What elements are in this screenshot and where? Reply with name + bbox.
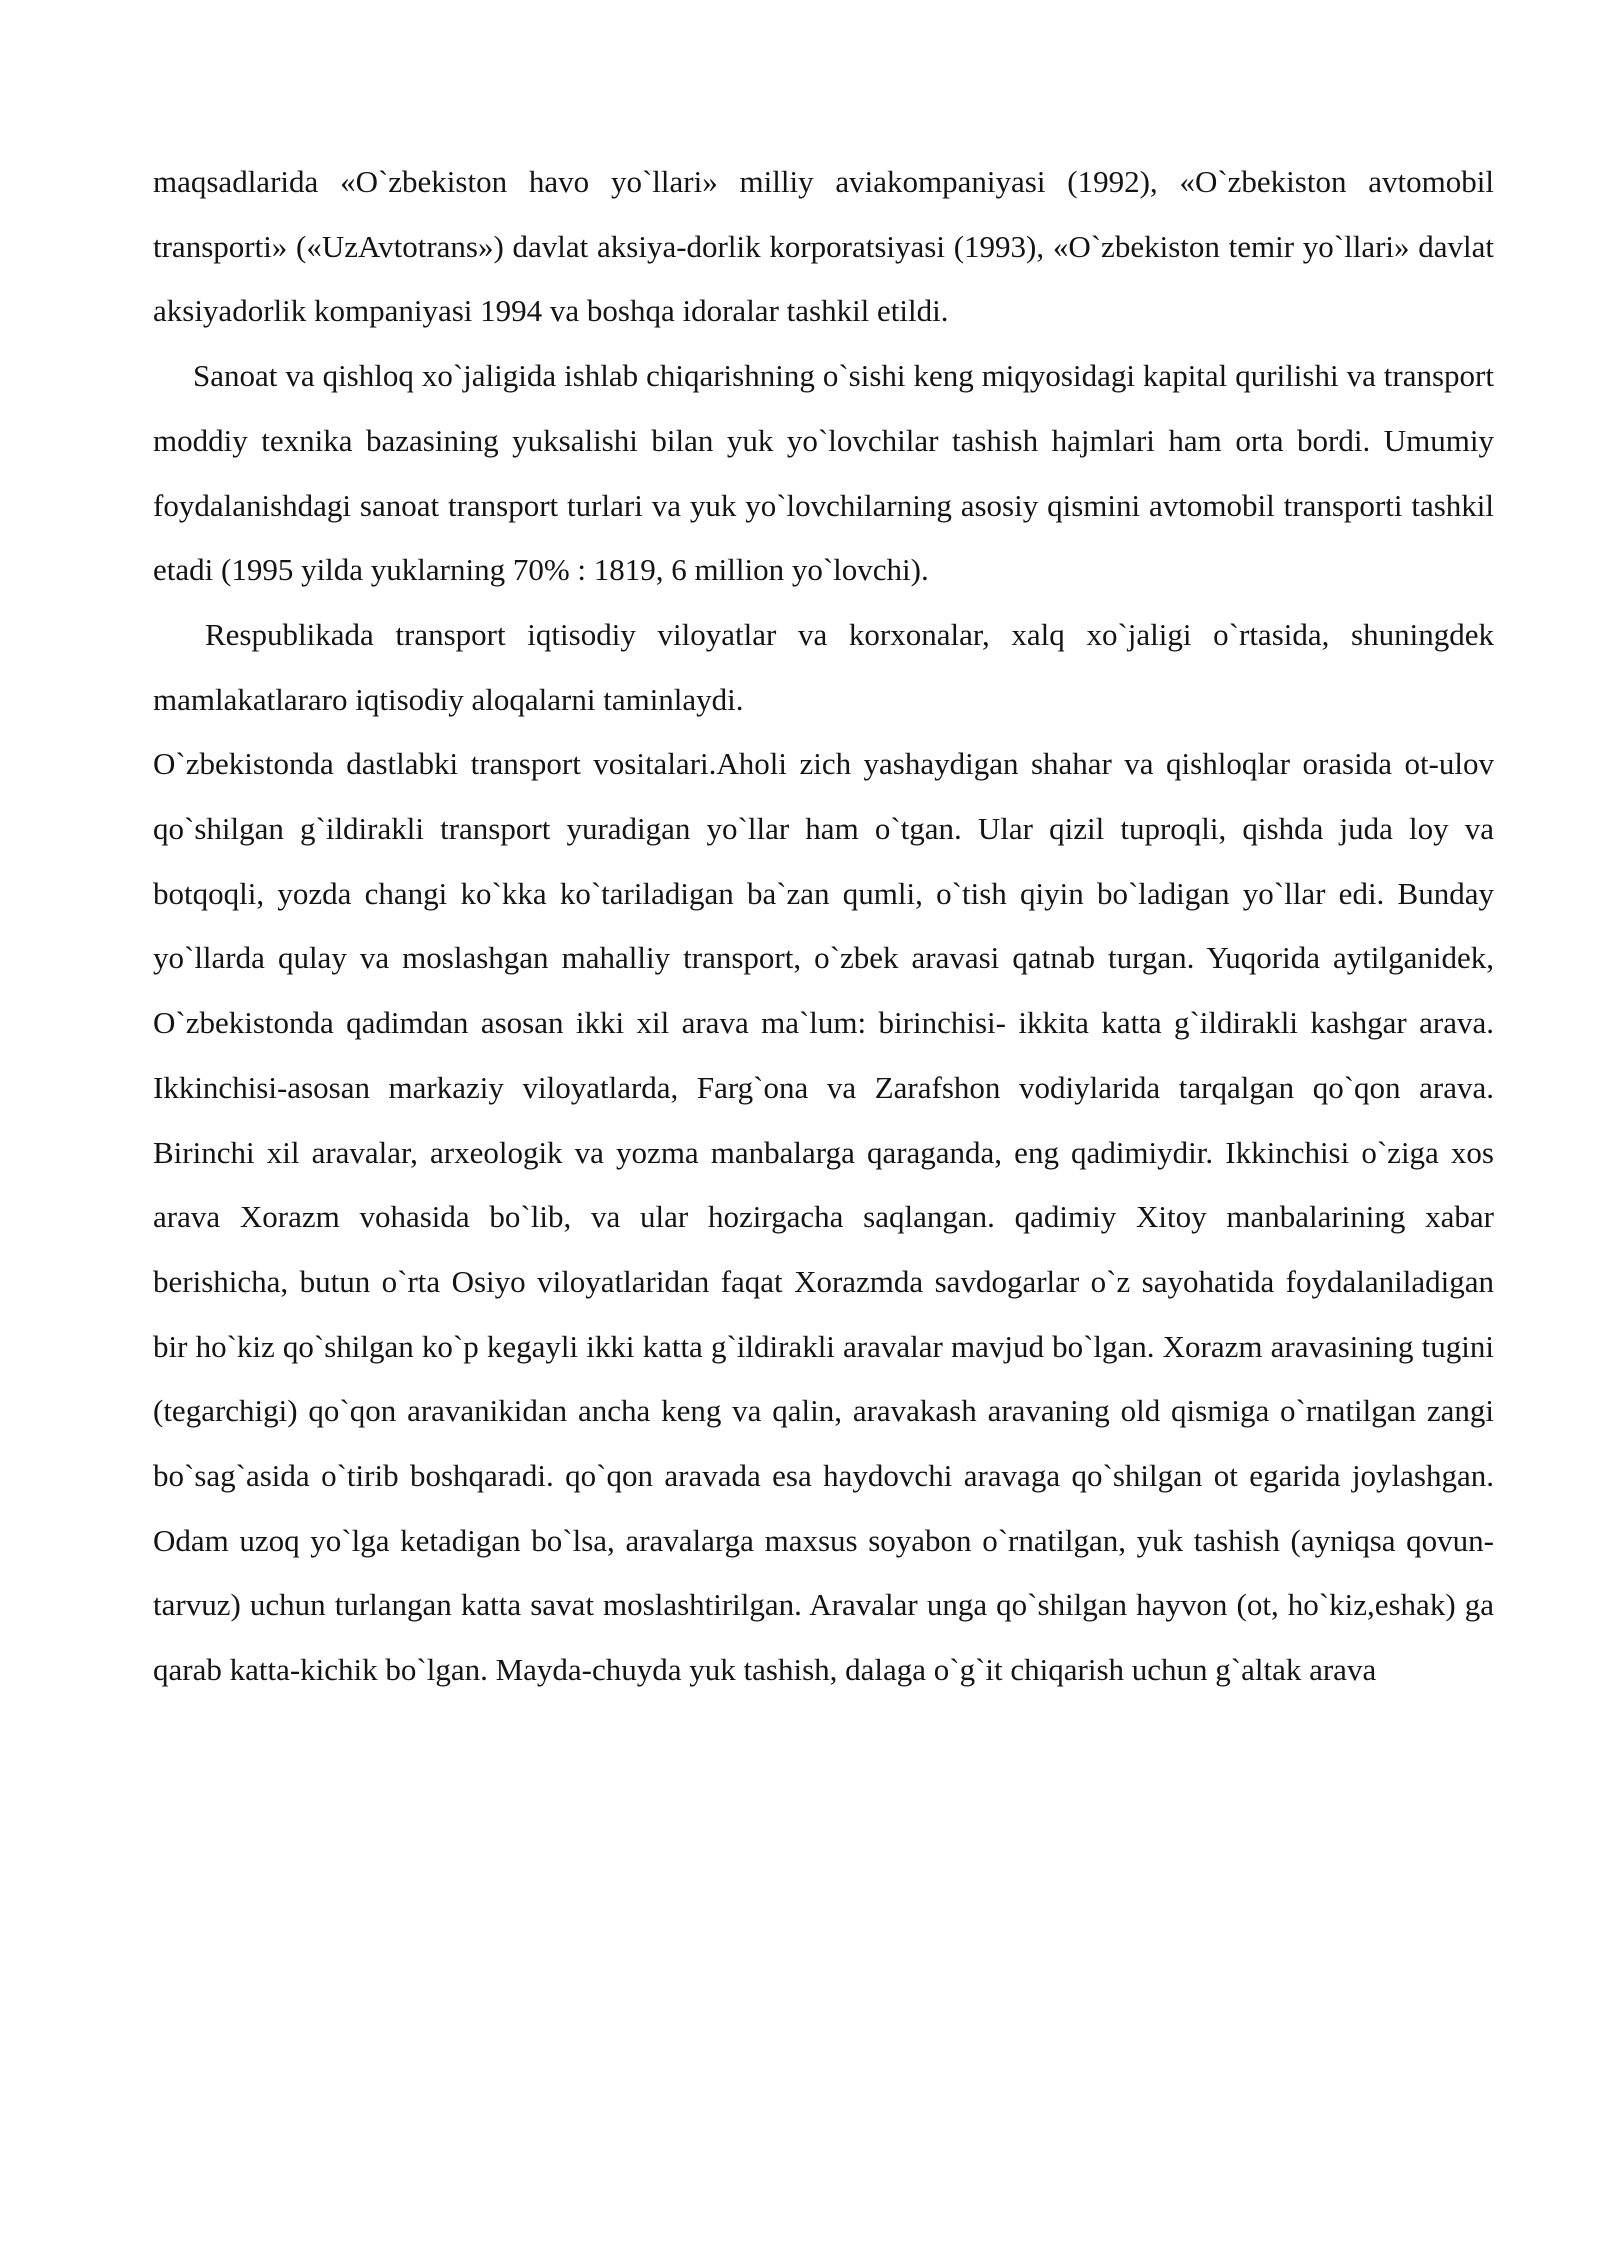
- paragraph-2: Sanoat va qishloq xo`jaligida ishlab chiqarishning o`sishi keng miqyosidagi kapital qurilishi va transport moddiy texnika bazasining yuksalishi bilan yuk yo`lovchilar tashish hajmlari ham orta bordi. Umumiy foydalanishdagi sanoat transport turlari va yuk yo`lovchilarning asosiy qismini avtomobil transporti tashkil etadi (1995 yilda yuklarning 70% : 1819, 6 million yo`lovchi).: [153, 358, 1494, 588]
- document-body: [153, 150, 1494, 1703]
- paragraph-4: O`zbekistonda dastlabki transport vositalari.Aholi zich yashaydigan shahar va qishloqlar orasida ot-ulov qo`shilgan g`ildirakli transport yuradigan yo`llar ham o`tgan. Ular qizil tuproqli, qishda juda loy va botqoqli, yozda changi ko`kka ko`tariladigan ba`zan qumli, o`tish qiyin bo`ladigan yo`llar edi. Bunday yo`llarda qulay va moslashgan mahalliy transport, o`zbek aravasi qatnab turgan. Yuqorida aytilganidek, O`zbekistonda qadimdan asosan ikki xil arava ma`lum: birinchisi- ikkita katta g`ildirakli kashgar arava. Ikkinchisi-asosan markaziy viloyatlarda, Farg`ona va Zarafshon vodiylarida tarqalgan qo`qon arava. Birinchi xil aravalar, arxeologik va yozma manbalarga qaraganda, eng qadimiydir. Ikkinchisi o`ziga xos arava Xorazm vohasida bo`lib, va ular hozirgacha saqlangan. qadimiy Xitoy manbalarining xabar berishicha, butun o`rta Osiyo viloyatlaridan faqat Xorazmda savdogarlar o`z sayohatida foydalaniladigan bir ho`kiz qo`shilgan ko`p kegayli ikki katta g`ildirakli aravalar mavjud bo`lgan. Xorazm aravasining tugini (tegarchigi) qo`qon aravanikidan ancha keng va qalin, aravakash aravaning old qismiga o`rnatilgan zangi bo`sag`asida o`tirib boshqaradi. qo`qon aravada esa haydovchi aravaga qo`shilgan ot egarida joylashgan. Odam uzoq yo`lga ketadigan bo`lsa, aravalarga maxsus soyabon o`rnatilgan, yuk tashish (ayniqsa qovun-tarvuz) uchun turlangan katta savat moslashtirilgan. Aravalar unga qo`shilgan hayvon (ot, ho`kiz,eshak) ga qarab katta-kichik bo`lgan. Mayda-chuyda yuk tashish, dalaga o`g`it chiqarish uchun g`altak arava: [153, 746, 1494, 1688]
- paragraph-3: Respublikada transport iqtisodiy viloyatlar va korxonalar, xalq xo`jaligi o`rtasida, shuningdek mamlakatlararo iqtisodiy aloqalarni taminlaydi.: [153, 616, 1494, 717]
- paragraph-1: maqsadlarida «O`zbekiston havo yo`llari» milliy aviakompaniyasi (1992), «O`zbekiston avtomobil transporti» («UzAvtotrans») davlat aksiya-dorlik korporatsiyasi (1993), «O`zbekiston temir yo`llari» davlat aksiyadorlik kompaniyasi 1994 va boshqa idoralar tashkil etildi.: [153, 164, 1494, 329]
